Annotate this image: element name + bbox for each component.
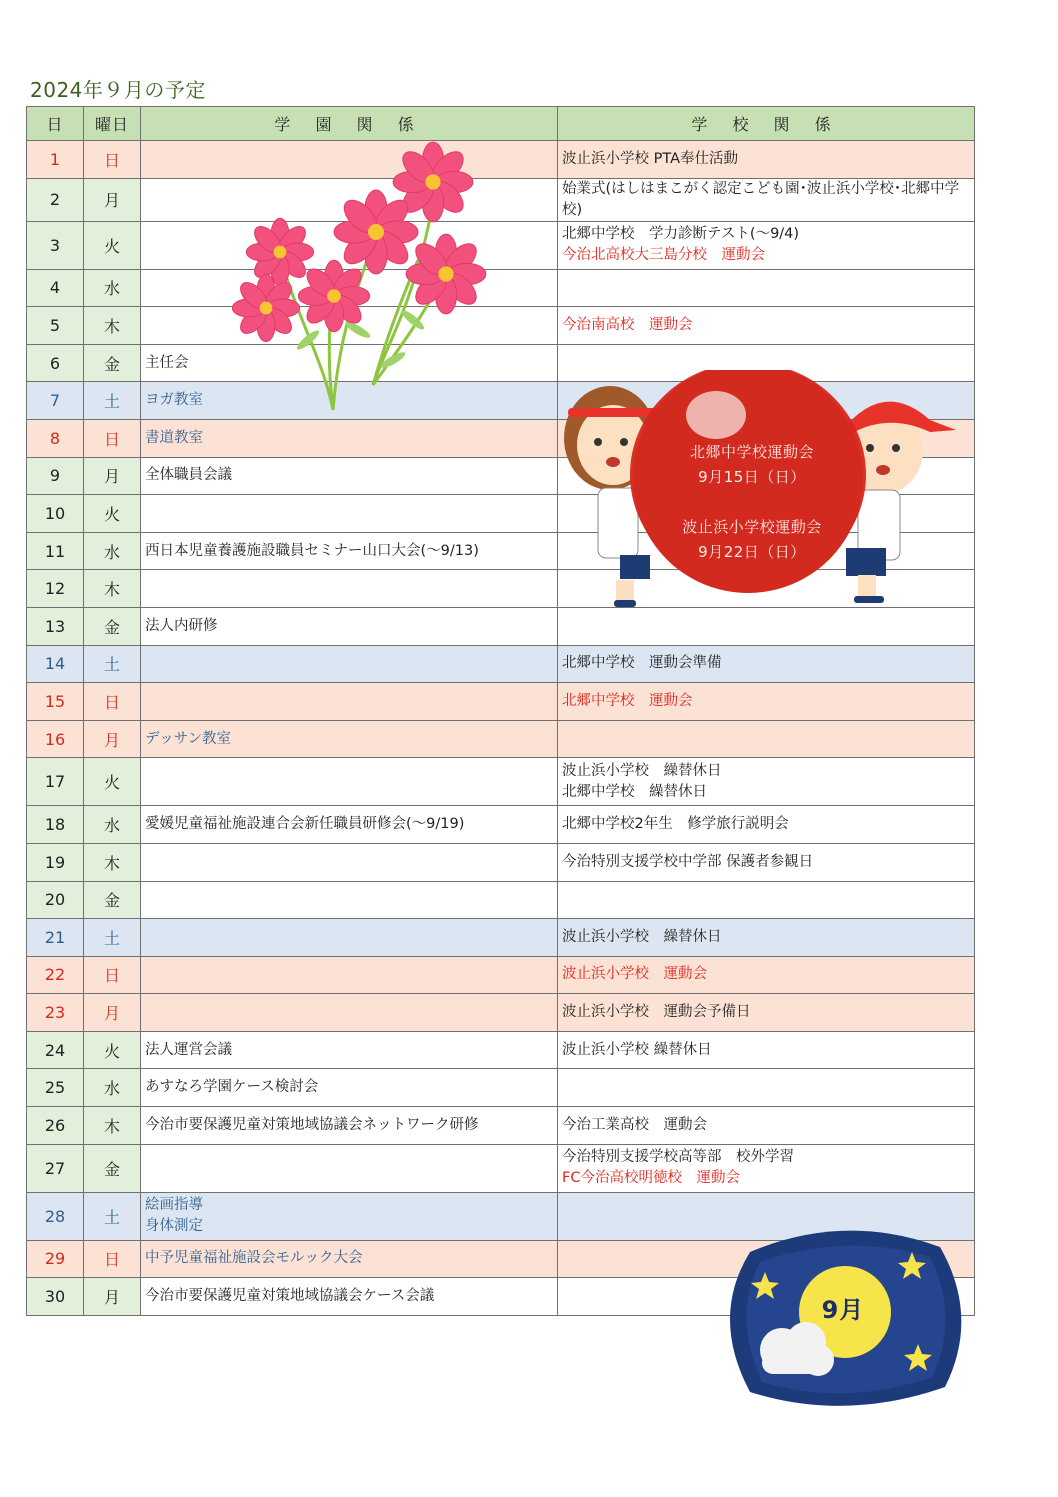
gakuen-cell [141, 994, 558, 1032]
day-cell: 26 [27, 1107, 84, 1145]
school-event: 波止浜小学校 運動会 [562, 966, 707, 983]
cosmos-flower [406, 234, 486, 314]
gakuen-cell [141, 919, 558, 957]
gakuen-cell [141, 1107, 558, 1145]
table-row [27, 307, 975, 345]
weekday-cell: 水 [84, 806, 141, 844]
day-cell: 8 [27, 419, 84, 457]
school-event: 今治南高校 運動会 [562, 316, 693, 333]
day-cell: 5 [27, 307, 84, 345]
gakuen-event: 中予児童福祉施設会モルック大会 [145, 1250, 363, 1267]
table-row [27, 956, 975, 994]
table-row [27, 221, 975, 269]
school-cell [558, 1031, 975, 1069]
table-row [27, 919, 975, 957]
school-cell [558, 141, 975, 179]
weekday-cell: 木 [84, 1107, 141, 1145]
gakuen-cell [141, 683, 558, 721]
weekday-cell: 日 [84, 419, 141, 457]
school-cell [558, 758, 975, 806]
table-row [27, 141, 975, 179]
weekday-cell: 土 [84, 919, 141, 957]
school-event: 今治特別支援学校高等部 校外学習 [562, 1149, 794, 1166]
weekday-cell: 日 [84, 1240, 141, 1278]
day-cell: 25 [27, 1069, 84, 1107]
weekday-cell: 金 [84, 344, 141, 382]
gakuen-cell [141, 1278, 558, 1316]
gakuen-event: デッサン教室 [145, 730, 231, 747]
school-event: 北郷中学校 運動会準備 [562, 655, 722, 672]
weekday-cell: 火 [84, 221, 141, 269]
gakuen-cell [141, 881, 558, 919]
weekday-cell: 月 [84, 720, 141, 758]
weekday-cell: 土 [84, 645, 141, 683]
weekday-cell: 火 [84, 1031, 141, 1069]
day-cell: 6 [27, 344, 84, 382]
balloon-line: 波止浜小学校運動会 [682, 518, 822, 536]
header-school: 学 校 関 係 [558, 107, 975, 141]
weekday-cell: 日 [84, 683, 141, 721]
school-cell [558, 178, 975, 221]
gakuen-cell [141, 645, 558, 683]
balloon-line: 北郷中学校運動会 [689, 443, 814, 461]
gakuen-event: ヨガ教室 [145, 392, 203, 409]
table-row [27, 269, 975, 307]
cosmos-flower [246, 218, 313, 285]
day-cell: 29 [27, 1240, 84, 1278]
gakuen-cell [141, 570, 558, 608]
table-row [27, 1031, 975, 1069]
school-event: 波止浜小学校 運動会予備日 [562, 1004, 751, 1021]
balloon-announcement [642, 440, 862, 565]
day-cell: 24 [27, 1031, 84, 1069]
weekday-cell: 水 [84, 532, 141, 570]
day-cell: 30 [27, 1278, 84, 1316]
table-row [27, 645, 975, 683]
gakuen-cell [141, 1144, 558, 1192]
school-event: 北郷中学校2年生 修学旅行説明会 [562, 816, 789, 833]
header-gakuen: 学 園 関 係 [141, 107, 558, 141]
weekday-cell: 土 [84, 382, 141, 420]
school-event: FC今治高校明徳校 運動会 [562, 1170, 740, 1187]
gakuen-cell [141, 495, 558, 533]
gakuen-event: あすなろ学園ケース検討会 [145, 1079, 319, 1096]
gakuen-event: 法人内研修 [145, 617, 218, 634]
gakuen-event: 身体測定 [145, 1218, 203, 1235]
school-event: 北郷中学校 繰替休日 [562, 783, 707, 800]
weekday-cell: 金 [84, 607, 141, 645]
day-cell: 7 [27, 382, 84, 420]
school-event: 今治工業高校 運動会 [562, 1116, 707, 1133]
weekday-cell: 土 [84, 1192, 141, 1240]
school-cell [558, 1144, 975, 1192]
gakuen-cell [141, 457, 558, 495]
header-weekday: 曜日 [84, 107, 141, 141]
page-title: 2024年９月の予定 [30, 78, 206, 102]
table-row [27, 806, 975, 844]
day-cell: 11 [27, 532, 84, 570]
school-cell [558, 645, 975, 683]
day-cell: 10 [27, 495, 84, 533]
school-event: 北郷中学校 運動会 [562, 692, 693, 709]
school-cell [558, 607, 975, 645]
gakuen-event: 主任会 [145, 354, 189, 371]
cosmos-flower [334, 190, 418, 274]
day-cell: 16 [27, 720, 84, 758]
gakuen-event: 書道教室 [145, 429, 203, 446]
school-cell [558, 994, 975, 1032]
gakuen-event: 今治市要保護児童対策地域協議会ネットワーク研修 [145, 1116, 479, 1133]
gakuen-event: 今治市要保護児童対策地域協議会ケース会議 [145, 1288, 435, 1305]
school-cell [558, 720, 975, 758]
weekday-cell: 木 [84, 843, 141, 881]
weekday-cell: 月 [84, 1278, 141, 1316]
schedule-table [26, 106, 975, 1316]
gakuen-event: 絵画指導 [145, 1197, 203, 1214]
school-cell [558, 221, 975, 269]
table-row [27, 720, 975, 758]
day-cell: 14 [27, 645, 84, 683]
table-row [27, 683, 975, 721]
weekday-cell: 月 [84, 994, 141, 1032]
day-cell: 12 [27, 570, 84, 608]
school-cell [558, 1107, 975, 1145]
day-cell: 18 [27, 806, 84, 844]
school-cell [558, 269, 975, 307]
gakuen-cell [141, 956, 558, 994]
gakuen-cell [141, 720, 558, 758]
school-event: 北郷中学校 学力診断テスト(～9/4) [562, 226, 800, 243]
gakuen-cell [141, 806, 558, 844]
day-cell: 9 [27, 457, 84, 495]
table-row [27, 178, 975, 221]
gakuen-cell [141, 419, 558, 457]
weekday-cell: 火 [84, 495, 141, 533]
gakuen-cell [141, 1240, 558, 1278]
day-cell: 27 [27, 1144, 84, 1192]
moon-month-label: 9月 [821, 1296, 865, 1324]
school-cell [558, 1069, 975, 1107]
school-event: 波止浜小学校 繰替休日 [562, 762, 722, 779]
school-cell [558, 956, 975, 994]
weekday-cell: 木 [84, 307, 141, 345]
day-cell: 19 [27, 843, 84, 881]
day-cell: 22 [27, 956, 84, 994]
day-cell: 21 [27, 919, 84, 957]
weekday-cell: 日 [84, 956, 141, 994]
school-event: 波止浜小学校 PTA奉仕活動 [562, 150, 739, 167]
weekday-cell: 水 [84, 1069, 141, 1107]
gakuen-event: 西日本児童養護施設職員セミナー山口大会(～9/13) [145, 542, 479, 559]
school-event: 波止浜小学校 繰替休日 [562, 1041, 712, 1058]
gakuen-event: 愛媛児童福祉施設連合会新任職員研修会(～9/19) [145, 816, 465, 833]
cosmos-flowers-illustration [228, 140, 498, 415]
table-row [27, 758, 975, 806]
weekday-cell: 金 [84, 1144, 141, 1192]
weekday-cell: 木 [84, 570, 141, 608]
school-cell [558, 806, 975, 844]
table-row [27, 843, 975, 881]
school-cell [558, 683, 975, 721]
school-event: 始業式(はしはまこがく認定こども園･波止浜小学校･北郷中学校) [562, 180, 960, 218]
day-cell: 17 [27, 758, 84, 806]
table-row [27, 1107, 975, 1145]
day-cell: 3 [27, 221, 84, 269]
weekday-cell: 金 [84, 881, 141, 919]
table-header-row [27, 107, 975, 141]
cosmos-flower [298, 260, 369, 331]
weekday-cell: 月 [84, 457, 141, 495]
day-cell: 13 [27, 607, 84, 645]
day-cell: 4 [27, 269, 84, 307]
school-cell [558, 919, 975, 957]
day-cell: 15 [27, 683, 84, 721]
cosmos-flower [232, 274, 299, 341]
day-cell: 2 [27, 178, 84, 221]
header-day: 日 [27, 107, 84, 141]
table-row [27, 607, 975, 645]
gakuen-cell [141, 758, 558, 806]
gakuen-cell [141, 843, 558, 881]
school-event: 今治北高校大三島分校 運動会 [562, 247, 765, 264]
weekday-cell: 火 [84, 758, 141, 806]
school-cell [558, 843, 975, 881]
gakuen-cell [141, 607, 558, 645]
school-cell [558, 307, 975, 345]
weekday-cell: 月 [84, 178, 141, 221]
gakuen-cell [141, 532, 558, 570]
gakuen-cell [141, 1031, 558, 1069]
balloon-line: 9月22日（日） [698, 543, 806, 561]
day-cell: 1 [27, 141, 84, 179]
table-row [27, 1144, 975, 1192]
weekday-cell: 水 [84, 269, 141, 307]
table-row [27, 1069, 975, 1107]
gakuen-event: 全体職員会議 [145, 467, 232, 484]
school-event: 波止浜小学校 繰替休日 [562, 928, 722, 945]
table-row [27, 994, 975, 1032]
school-cell [558, 881, 975, 919]
weekday-cell: 日 [84, 141, 141, 179]
day-cell: 23 [27, 994, 84, 1032]
balloon-line [642, 490, 862, 515]
balloon-line: 9月15日（日） [698, 468, 806, 486]
gakuen-cell [141, 1192, 558, 1240]
gakuen-event: 法人運営会議 [145, 1041, 232, 1058]
table-row [27, 881, 975, 919]
day-cell: 28 [27, 1192, 84, 1240]
school-event: 今治特別支援学校中学部 保護者参観日 [562, 853, 814, 870]
day-cell: 20 [27, 881, 84, 919]
gakuen-cell [141, 1069, 558, 1107]
